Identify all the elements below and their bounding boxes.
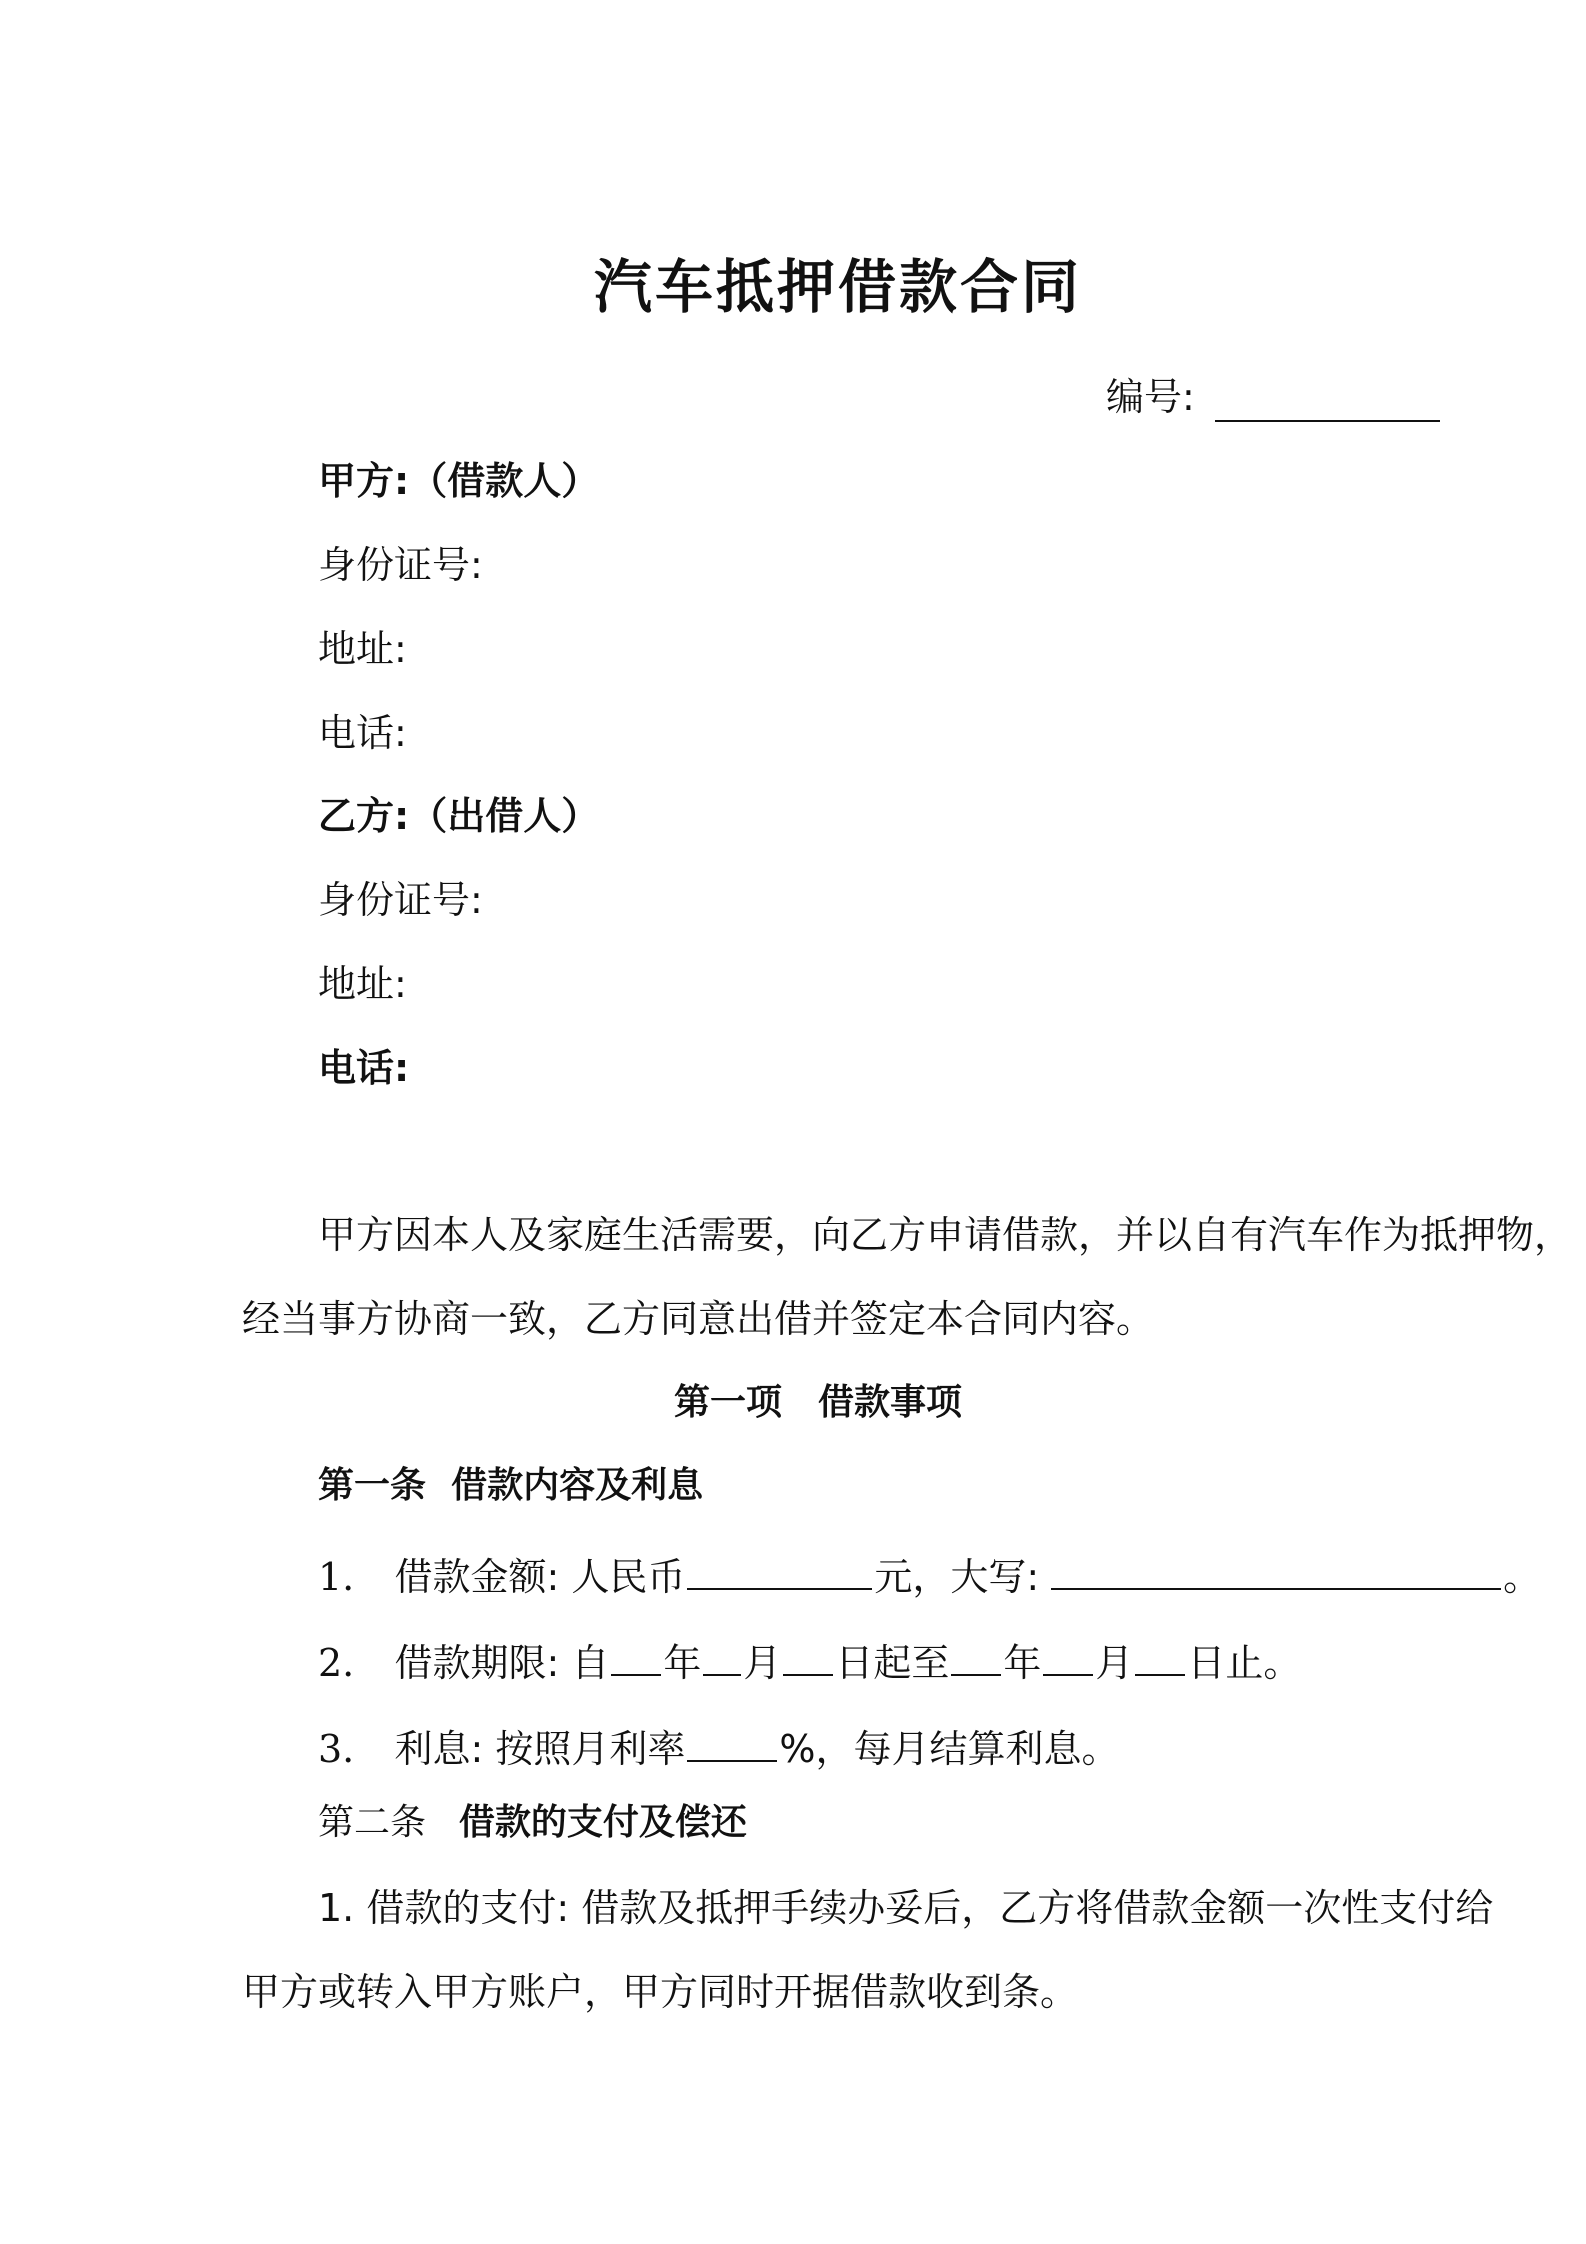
article-1-item-1 bbox=[318, 1550, 1542, 1599]
interest-suffix: %，每月结算利息。 bbox=[779, 1727, 1120, 1771]
loan-amount-uppercase-label: 元，大写: bbox=[874, 1555, 1040, 1599]
article-2-para-1-line-2: 甲方或转入甲方账户，甲方同时开据借款收到条。 bbox=[242, 1970, 1079, 2014]
article-2-para-1-line-1: 1. 借款的支付: 借款及抵押手续办妥后，乙方将借款金额一次性支付给 bbox=[318, 1886, 1494, 1930]
monthly-rate-field[interactable] bbox=[687, 1722, 777, 1762]
article-2-title: 借款的支付及偿还 bbox=[458, 1802, 747, 1843]
party-b-heading: 乙方:（出借人） bbox=[318, 794, 600, 838]
article-1-item-3 bbox=[318, 1722, 1120, 1771]
party-b-id-label: 身份证号: bbox=[318, 878, 483, 922]
loan-amount-uppercase-field[interactable] bbox=[1051, 1550, 1501, 1590]
start-month-field[interactable] bbox=[703, 1636, 741, 1676]
document-title: 汽车抵押借款合同 bbox=[593, 253, 1082, 321]
start-day-field[interactable] bbox=[783, 1636, 833, 1676]
party-b-address-label: 地址: bbox=[318, 962, 407, 1006]
loan-amount-label: 借款金额: 人民币 bbox=[394, 1555, 686, 1599]
interest-label: 利息: 按照月利率 bbox=[394, 1727, 686, 1771]
article-2-heading bbox=[318, 1802, 747, 1843]
end-day-field[interactable] bbox=[1135, 1636, 1185, 1676]
item-2-number: 2. bbox=[318, 1641, 355, 1685]
end-month-label: 月 bbox=[1095, 1641, 1134, 1685]
item-1-number: 1. bbox=[318, 1555, 355, 1599]
start-year-label: 年 bbox=[663, 1641, 702, 1685]
start-day-label: 日起至 bbox=[835, 1641, 950, 1685]
start-year-field[interactable] bbox=[611, 1636, 661, 1676]
end-day-label: 日止。 bbox=[1187, 1641, 1302, 1685]
article-1-heading: 第一条 借款内容及利息 bbox=[318, 1465, 704, 1506]
section-1-heading: 第一项 借款事项 bbox=[673, 1382, 962, 1423]
contract-number-field[interactable] bbox=[1215, 420, 1440, 422]
contract-number bbox=[1106, 375, 1195, 419]
contract-number-label: 编号: bbox=[1106, 375, 1195, 419]
start-month-label: 月 bbox=[743, 1641, 782, 1685]
party-a-heading: 甲方:（借款人） bbox=[318, 459, 600, 503]
preamble-line-2: 经当事方协商一致，乙方同意出借并签定本合同内容。 bbox=[242, 1297, 1155, 1341]
end-month-field[interactable] bbox=[1043, 1636, 1093, 1676]
item-3-number: 3. bbox=[318, 1727, 355, 1771]
end-year-label: 年 bbox=[1003, 1641, 1042, 1685]
party-b-phone-label: 电话: bbox=[318, 1046, 410, 1090]
party-a-id-label: 身份证号: bbox=[318, 543, 483, 587]
loan-term-label: 借款期限: 自 bbox=[394, 1641, 610, 1685]
party-a-phone-label: 电话: bbox=[318, 711, 407, 755]
loan-amount-field[interactable] bbox=[687, 1550, 872, 1590]
party-a-address-label: 地址: bbox=[318, 627, 407, 671]
end-year-field[interactable] bbox=[951, 1636, 1001, 1676]
article-2-prefix: 第二条 bbox=[318, 1802, 427, 1843]
article-1-item-2 bbox=[318, 1636, 1302, 1685]
preamble-line-1: 甲方因本人及家庭生活需要，向乙方申请借款，并以自有汽车作为抵押物， bbox=[318, 1213, 1573, 1257]
item-1-end: 。 bbox=[1503, 1555, 1542, 1599]
